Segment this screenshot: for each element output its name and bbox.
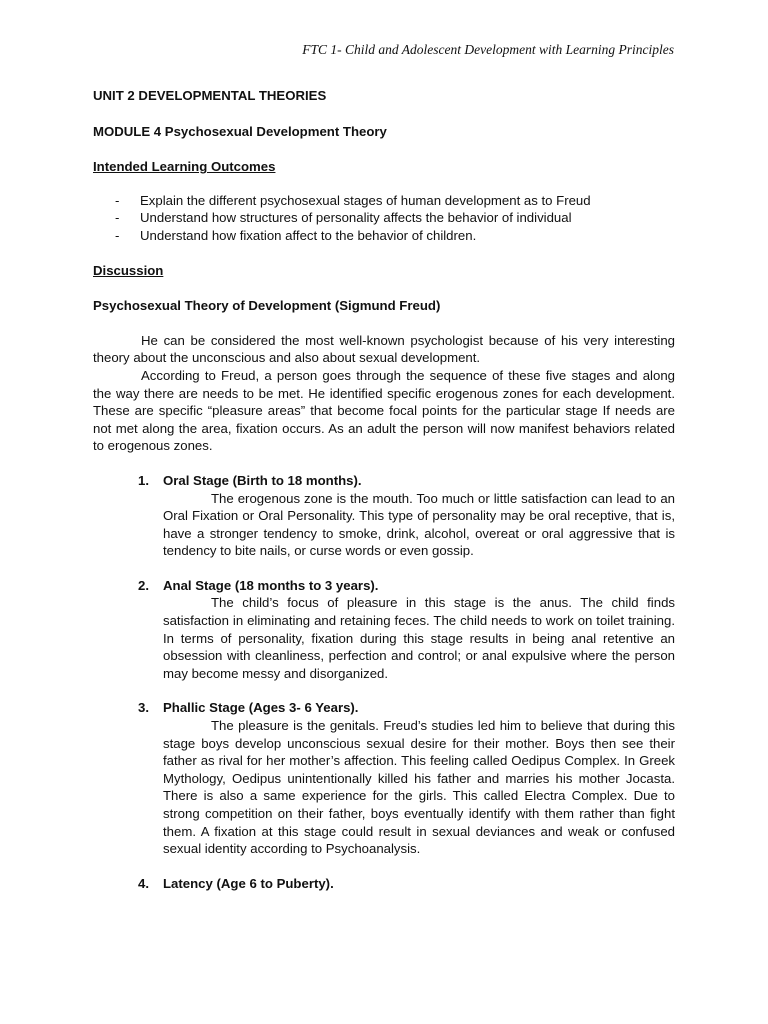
module-title: MODULE 4 Psychosexual Development Theory	[93, 123, 387, 139]
stage-item	[93, 875, 675, 893]
stage-item	[93, 699, 675, 857]
dash-bullet: -	[115, 210, 120, 226]
stage-title: Phallic Stage (Ages 3- 6 Years).	[163, 700, 359, 716]
stage-item	[93, 577, 675, 683]
running-header: FTC 1- Child and Adolescent Development with Learning Principles	[302, 42, 674, 57]
stage-text: The erogenous zone is the mouth. Too much or little satisfaction can lead to an Oral Fixation or Oral Personality. This type of personality may be oral receptive, that is, have a stronger tendency to smoke, drink, alcohol, overeat or oral aggressive that is tendency to bite nails, or curse words or even gossip.	[163, 490, 675, 559]
paragraph: According to Freud, a person goes through the sequence of these five stages and along the way there are needs to be met. He identified specific erogenous zones for each development. These are specific “pleasure areas” that become focal points for the particular stage If needs are not met along the area, fixation occurs. As an adult the person will now manifest behaviors related to erogenous zones.	[93, 367, 675, 454]
stage-title: Latency (Age 6 to Puberty).	[163, 875, 334, 891]
stage-title: Anal Stage (18 months to 3 years).	[163, 577, 379, 593]
stage-number: 3.	[138, 700, 149, 716]
document-body	[93, 87, 675, 892]
list-item: - Understand how structures of personality affects the behavior of individual	[115, 210, 572, 226]
dash-bullet: -	[115, 192, 120, 208]
discussion-heading: Discussion	[93, 262, 164, 278]
ilo-list	[93, 192, 675, 245]
paragraph: He can be considered the most well-known psychologist because of his very interesting theory about the unconscious and also about sexual development.	[93, 332, 675, 366]
stage-title: Oral Stage (Birth to 18 months).	[163, 472, 362, 488]
theory-title: Psychosexual Theory of Development (Sigmund Freud)	[93, 298, 441, 314]
stage-number: 1.	[138, 472, 149, 488]
list-item: - Explain the different psychosexual stages of human development as to Freud	[115, 192, 591, 208]
list-item: - Understand how fixation affect to the behavior of children.	[115, 227, 477, 243]
stage-number: 2.	[138, 577, 149, 593]
stage-item	[93, 472, 675, 560]
unit-title: UNIT 2 DEVELOPMENTAL THEORIES	[93, 88, 327, 103]
stage-text: The pleasure is the genitals. Freud’s studies led him to believe that during this stage boys develop unconscious sexual desire for their mother. Boys then see their father as rival for her mother’s affection. This feeling called Oedipus Complex. In Greek Mythology, Oedipus unintentionally killed his father and marries his mother Jocasta. There is also a same experience for the girls. This called Electra Complex. Due to strong competition on their father, boys eventually identify with them rather than fight them. A fixation at this stage could result in sexual deviances and weak or confused sexual identity according to Psychoanalysis.	[163, 718, 675, 857]
stage-number: 4.	[138, 875, 149, 891]
ilo-heading: Intended Learning Outcomes	[93, 159, 276, 175]
dash-bullet: -	[115, 227, 120, 243]
stage-text: The child’s focus of pleasure in this stage is the anus. The child finds satisfaction in eliminating and retaining feces. The child needs to work on toilet training. In terms of personality, fixation during this stage results in being anal retentive an obsession with cleanliness, perfection and control; or anal expulsive where the person may become messy and disorganized.	[163, 595, 675, 681]
